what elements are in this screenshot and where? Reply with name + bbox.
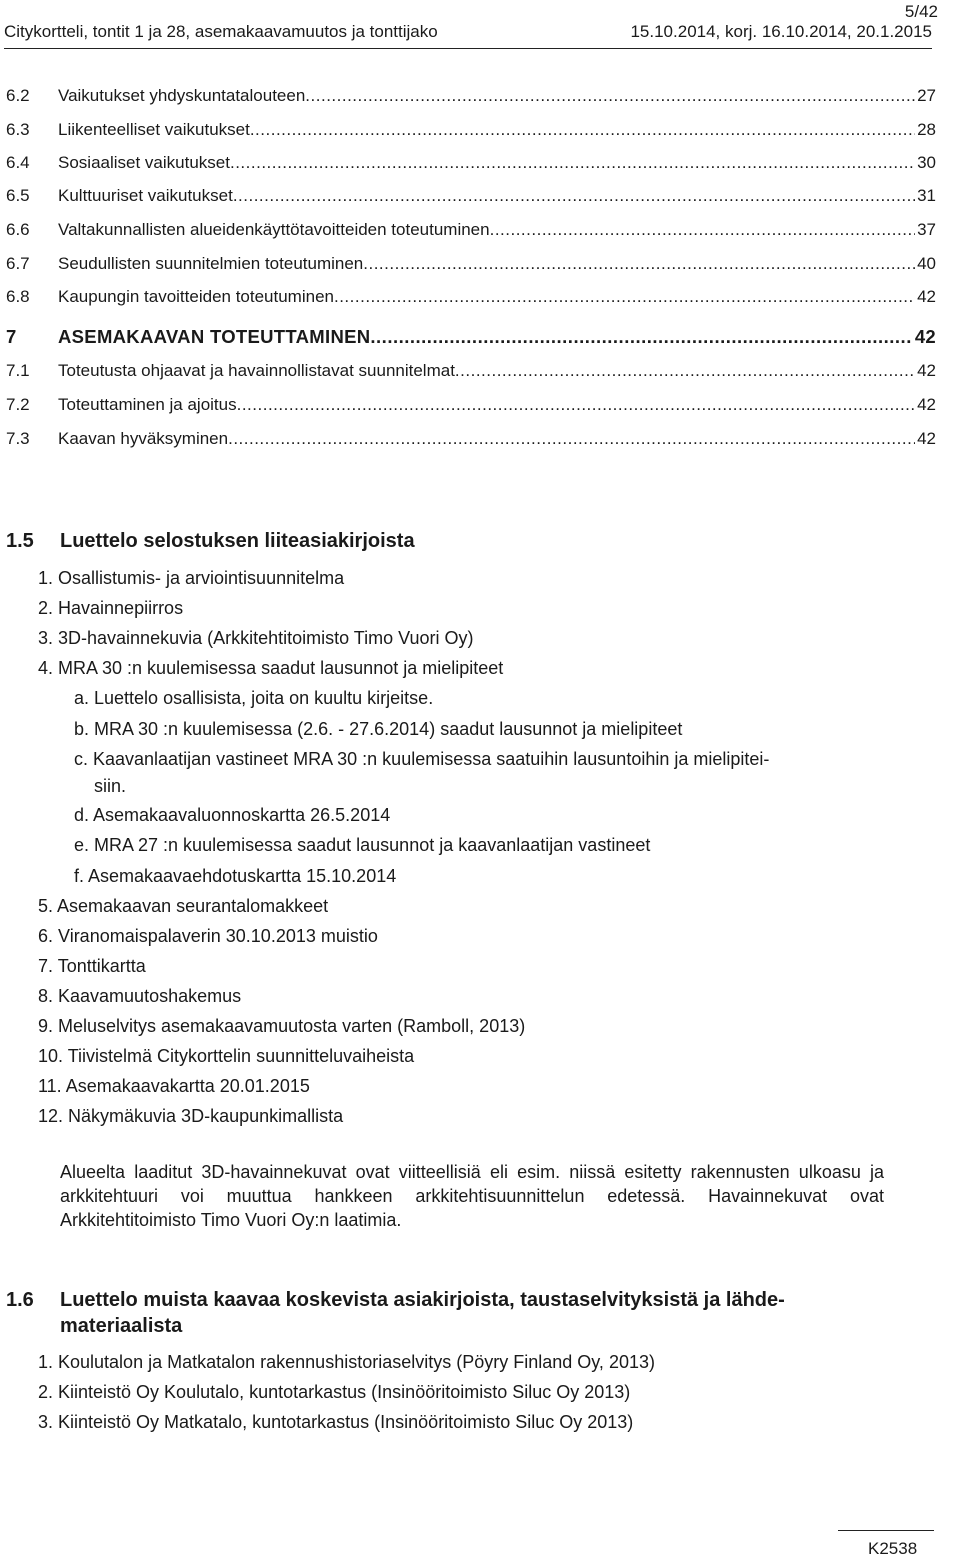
toc-number: 7.3: [6, 429, 30, 448]
toc-number: 6.7: [6, 254, 30, 273]
list-item: 12. Näkymäkuvia 3D-kaupunkimallista: [38, 1106, 344, 1126]
toc-leader: [490, 220, 915, 240]
list-item: 1. Osallistumis- ja arviointisuunnitelma: [38, 568, 345, 588]
list-item: 8. Kaavamuutoshakemus: [38, 986, 242, 1006]
toc-page: 42: [917, 287, 936, 306]
toc-page: 28: [917, 120, 936, 139]
page-number: 5/42: [904, 2, 938, 21]
list-item: 7. Tonttikartta: [38, 956, 146, 976]
list-item: 10. Tiivistelmä Citykorttelin suunnitteluvaiheista: [38, 1046, 415, 1066]
list-item: 1. Koulutalon ja Matkatalon rakennushistoriaselvitys (Pöyry Finland Oy, 2013): [38, 1352, 655, 1372]
section-title-continued: materiaalista: [60, 1315, 183, 1337]
toc-page: 30: [917, 153, 936, 172]
toc-number: 7.1: [6, 361, 30, 380]
toc-entry[interactable]: [6, 395, 936, 419]
toc-label: Toteuttaminen ja ajoitus: [58, 395, 237, 414]
footer-rule: [838, 1530, 934, 1531]
list-item: 5. Asemakaavan seurantalomakkeet: [38, 896, 329, 916]
paragraph: Alueelta laaditut 3D-havainnekuvat ovat viitteellisiä eli esim. niissä esitetty rakennusten ulkoasu ja arkkitehtuuri voi muuttua hankkeen arkkitehtisuunnittelun edetessä. Havainnekuvat ovat Arkkitehtitoimisto Timo Vuori Oy:n laatimia.: [60, 1162, 884, 1230]
list-item: 9. Meluselvitys asemakaavamuutosta varten (Ramboll, 2013): [38, 1016, 526, 1036]
toc-number: 7: [6, 326, 17, 347]
list-item: 2. Kiinteistö Oy Koulutalo, kuntotarkastus (Insinööritoimisto Siluc Oy 2013): [38, 1382, 631, 1402]
list-item: e. MRA 27 :n kuulemisessa saadut lausunnot ja kaavanlaatijan vastineet: [74, 835, 651, 855]
toc-label: Kaavan hyväksyminen: [58, 429, 229, 448]
toc-entry[interactable]: [6, 361, 936, 385]
toc-number: 6.4: [6, 153, 30, 172]
toc-leader: [228, 429, 915, 449]
document-dates: 15.10.2014, korj. 16.10.2014, 20.1.2015: [630, 22, 932, 41]
toc-leader: [230, 153, 915, 173]
list-item: 4. MRA 30 :n kuulemisessa saadut lausunnot ja mielipiteet: [38, 658, 504, 678]
toc-leader: [305, 86, 915, 106]
toc-label: Sosiaaliset vaikutukset: [58, 153, 230, 172]
toc-label: Kaupungin tavoitteiden toteutuminen: [58, 287, 334, 306]
toc-page: 31: [917, 186, 936, 205]
footer-code: K2538: [868, 1539, 918, 1558]
list-item: 6. Viranomaispalaverin 30.10.2013 muistio: [38, 926, 378, 946]
toc-leader: [250, 120, 915, 140]
toc-leader: [237, 395, 915, 415]
toc-leader: [455, 361, 915, 381]
section-heading: [6, 530, 415, 553]
toc-page: 42: [917, 429, 936, 448]
list-item: 3. Kiinteistö Oy Matkatalo, kuntotarkastus (Insinööritoimisto Siluc Oy 2013): [38, 1412, 634, 1432]
header-rule: [4, 48, 932, 49]
toc-number: 6.2: [6, 86, 30, 105]
list-item: 11. Asemakaavakartta 20.01.2015: [38, 1076, 310, 1096]
toc-label: Kulttuuriset vaikutukset: [58, 186, 233, 205]
toc-page: 27: [917, 86, 936, 105]
toc-number: 6.5: [6, 186, 30, 205]
toc-entry[interactable]: [6, 186, 936, 210]
toc-entry[interactable]: [6, 254, 936, 278]
list-item: c. Kaavanlaatijan vastineet MRA 30 :n kuulemisessa saatuihin lausuntoihin ja mielipitei-: [74, 749, 770, 769]
section-number: 1.6: [6, 1289, 34, 1311]
toc-label: Liikenteelliset vaikutukset: [58, 120, 250, 139]
toc-page: 37: [917, 220, 936, 239]
toc-entry[interactable]: [6, 153, 936, 177]
list-item: f. Asemakaavaehdotuskartta 15.10.2014: [74, 866, 397, 886]
toc-leader: [363, 254, 915, 274]
toc-label: Toteutusta ohjaavat ja havainnollistavat suunnitelmat: [58, 361, 455, 380]
toc-number: 6.3: [6, 120, 30, 139]
list-item: b. MRA 30 :n kuulemisessa (2.6. - 27.6.2014) saadut lausunnot ja mielipiteet: [74, 719, 683, 739]
toc-label: Valtakunnallisten alueidenkäyttötavoitteiden toteutuminen: [58, 220, 490, 239]
toc-label: ASEMAKAAVAN TOTEUTTAMINEN: [58, 326, 371, 347]
toc-number: 6.8: [6, 287, 30, 306]
toc-entry[interactable]: [6, 429, 936, 453]
toc-number: 6.6: [6, 220, 30, 239]
section-title: Luettelo muista kaavaa koskevista asiakirjoista, taustaselvityksistä ja lähde-: [60, 1289, 785, 1311]
toc-entry[interactable]: [6, 120, 936, 144]
page-header: [4, 22, 932, 42]
toc-page: 40: [917, 254, 936, 273]
toc-number: 7.2: [6, 395, 30, 414]
toc-entry[interactable]: [6, 220, 936, 244]
section-title: Luettelo selostuksen liiteasiakirjoista: [60, 530, 415, 552]
toc-page: 42: [914, 326, 936, 347]
toc-label: Seudullisten suunnitelmien toteutuminen: [58, 254, 364, 273]
toc-leader: [334, 287, 915, 307]
list-item: siin.: [94, 776, 127, 796]
list-item: 3. 3D-havainnekuvia (Arkkitehtitoimisto Timo Vuori Oy): [38, 628, 474, 648]
toc-label: Vaikutukset yhdyskuntatalouteen: [58, 86, 306, 105]
list-item: 2. Havainnepiirros: [38, 598, 184, 618]
toc-entry[interactable]: [6, 326, 936, 350]
toc-leader: [233, 186, 915, 206]
toc-leader: [370, 326, 912, 348]
toc-page: 42: [917, 395, 936, 414]
section-number: 1.5: [6, 530, 34, 552]
list-item: a. Luettelo osallisista, joita on kuultu kirjeitse.: [74, 688, 434, 708]
toc-entry[interactable]: [6, 86, 936, 110]
section-heading: [6, 1289, 785, 1338]
list-item: d. Asemakaavaluonnoskartta 26.5.2014: [74, 805, 391, 825]
document-title: Citykortteli, tontit 1 ja 28, asemakaavamuutos ja tonttijako: [4, 22, 438, 41]
toc-page: 42: [917, 361, 936, 380]
toc-entry[interactable]: [6, 287, 936, 311]
